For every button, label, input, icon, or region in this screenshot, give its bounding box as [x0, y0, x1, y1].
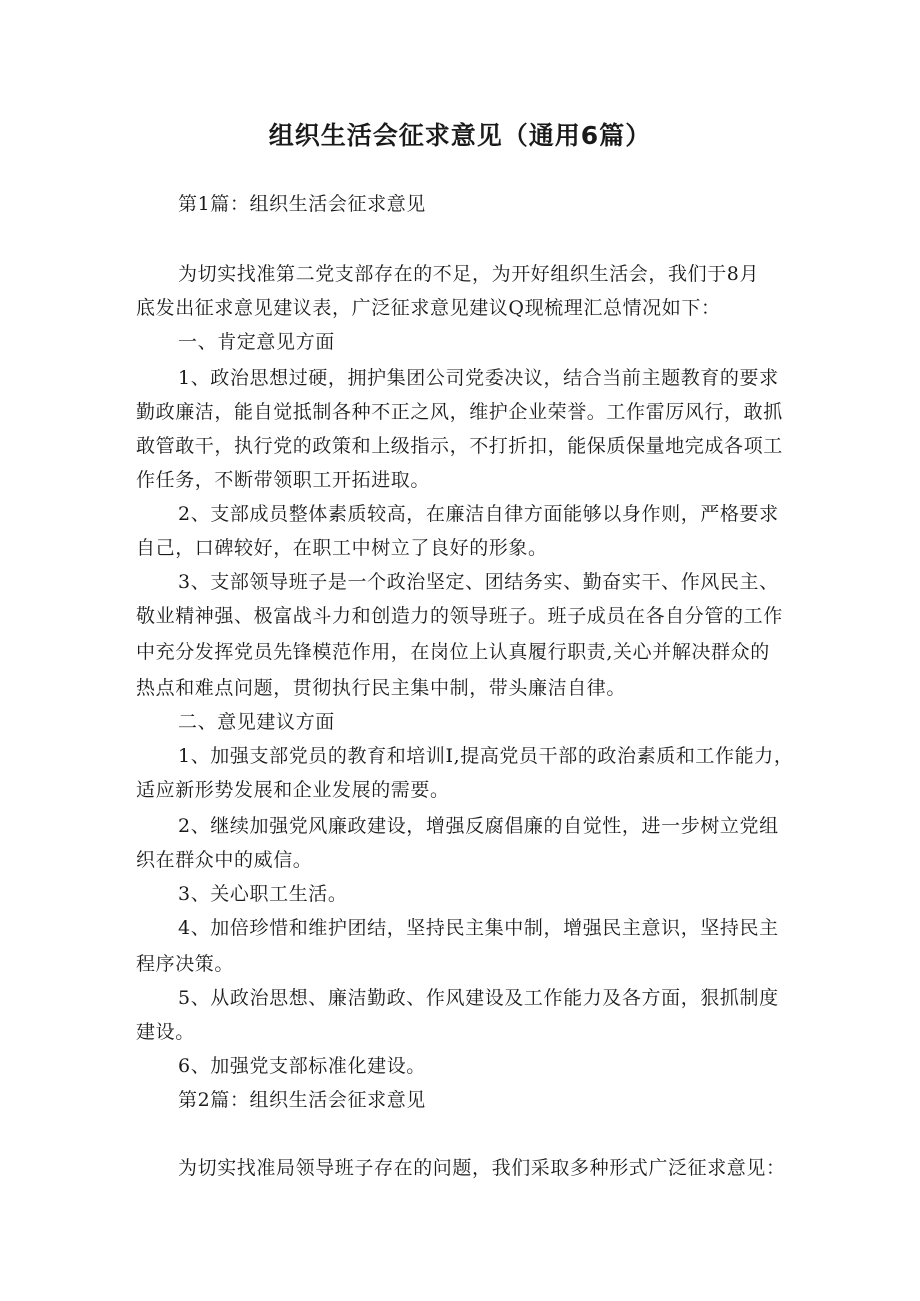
- paragraph-line: 1、加强支部党员的教育和培训I,提高党员干部的政治素质和工作能力，: [178, 745, 794, 767]
- paragraph-line: 为切实找准局领导班子存在的问题，我们采取多种形式广泛征求意见：: [178, 1157, 786, 1179]
- paragraph-line: 4、加倍珍惜和维护团结，坚持民主集中制，增强民主意识，坚持民主: [178, 917, 779, 939]
- subheading-suggestions: 二、意见建议方面: [178, 711, 335, 733]
- paragraph-line: 2、支部成员整体素质较高，在廉洁自律方面能够以身作则，严格要求: [178, 503, 779, 525]
- paragraph-line: 6、加强党支部标准化建设。: [178, 1055, 426, 1077]
- subheading-positive: 一、肯定意见方面: [178, 331, 335, 353]
- paragraph-line: 建设。: [136, 1021, 195, 1043]
- paragraph-line: 勤政廉洁，能自觉抵制各种不正之风，维护企业荣誉。工作雷厉风行，敢抓: [136, 401, 783, 423]
- paragraph-line: 作任务，不断带领职工开拓进取。: [136, 469, 431, 491]
- paragraph-line: 程序决策。: [136, 953, 235, 975]
- paragraph-line: 3、支部领导班子是一个政治坚定、团结务实、勤奋实干、作风民主、: [178, 571, 779, 593]
- paragraph-line: 3、关心职工生活。: [178, 883, 348, 905]
- section-heading-1: 第1篇：组织生活会征求意见: [178, 193, 426, 215]
- paragraph-line: 5、从政治思想、廉洁勤政、作风建设及工作能力及各方面，狠抓制度: [178, 987, 779, 1009]
- paragraph-line: 适应新形势发展和企业发展的需要。: [136, 779, 450, 801]
- document-title: 组织生活会征求意见（通用6篇）: [268, 121, 652, 150]
- paragraph-line: 自己，口碑较好，在职工中树立了良好的形象。: [136, 537, 548, 559]
- paragraph-line: 为切实找准第二党支部存在的不足，为开好组织生活会，我们于8月: [178, 263, 760, 285]
- paragraph-line: 敢管敢干，执行党的政策和上级指示，不打折扣，能保质保量地完成各项工: [136, 435, 783, 457]
- paragraph-line: 2、继续加强党风廉政建设，增强反腐倡廉的自觉性，进一步树立党组: [178, 815, 779, 837]
- paragraph-line: 敬业精神强、极富战斗力和创造力的领导班子。班子成员在各自分管的工作: [136, 605, 783, 627]
- paragraph-line: 1、政治思想过硬，拥护集团公司党委决议，结合当前主题教育的要求: [178, 367, 779, 389]
- paragraph-line: 热点和难点问题，贯彻执行民主集中制，带头廉洁自律。: [136, 677, 627, 699]
- paragraph-line: 底发出征求意见建议表，广泛征求意见建议Q现梳理汇总情况如下：: [136, 297, 721, 319]
- section-heading-2: 第2篇：组织生活会征求意见: [178, 1089, 426, 1111]
- paragraph-line: 中充分发挥党员先锋模范作用，在岗位上认真履行职责,关心并解决群众的: [136, 641, 770, 663]
- paragraph-line: 织在群众中的威信。: [136, 849, 313, 871]
